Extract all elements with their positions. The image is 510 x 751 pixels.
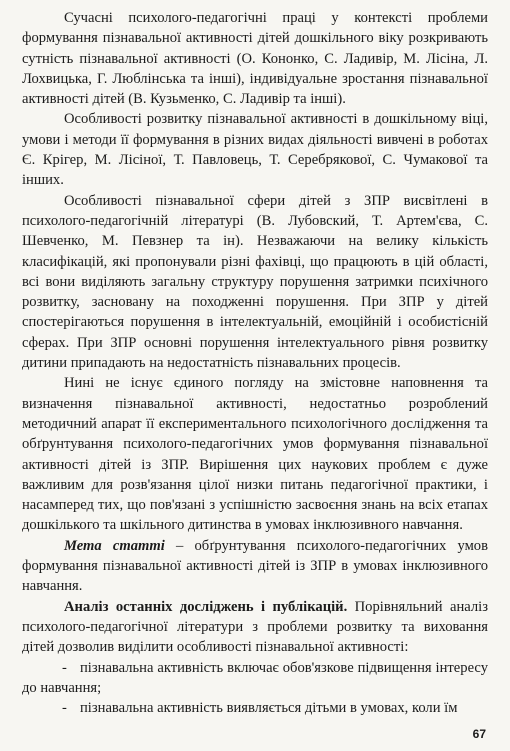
paragraph-analysis	[22, 597, 488, 658]
paragraph-literature-review: Сучасні психолого-педагогічні праці у контексті проблеми формування пізнавальної активності дітей дошкільного віку розкривають сутність пізнавальної активності (О. Кононко, С. Ладивір, М. Лісіна, Л. Лохвицька, Г. Люблінська та інші), індивідуальне зростання пізнавальної активності дітей (В. Кузьменко, С. Ладивір та інші).	[22, 10, 488, 108]
analysis-text: Порівняльний аналіз психолого-педагогічної літератури з проблеми розвитку та виховання дітей дозволив виділити особливості пізнавальної активності:	[22, 598, 488, 656]
list-dash: -	[62, 659, 67, 676]
paragraph-zpr-features: Особливості пізнавальної сфери дітей з ЗПР висвітлені в психолого-педагогічній літературі (В. Лубовский, Т. Артем'єва, С. Шевченко, М. Певзнер та ін). Незважаючи на велику кількість класифікацій, які пропонували різні фахівці, що працюють в цій області, всі вони виділяють загальну структуру порушення затримки психічного розвитку, засновану на походженні порушення. При ЗПР у дітей спостерігаються порушення в інтелектуальній, емоційній і особистісній сферах. При ЗПР основні порушення інтелектуального рівня розвитку дитини припадають на недостатність пізнавальних процесів.	[22, 192, 488, 372]
paragraph-article-goal	[22, 536, 488, 597]
list-item-text: пізнавальна активність включає обов'язкове підвищення інтересу до навчання;	[22, 659, 488, 696]
list-item-text: пізнавальна активність виявляється дітьми в умовах, коли їм	[80, 700, 458, 717]
paragraph-development-features: Особливості розвитку пізнавальної активності в дошкільному віці, умови і методи її формування в різних видах діяльності вивчені в роботах Є. Крігер, М. Лісіної, Т. Павловець, Т. Серебрякової, С. Чумакової та інших.	[22, 111, 488, 189]
goal-text: – обґрунтування психолого-педагогічних умов формування пізнавальної активності дітей із ЗПР в умовах інклюзивного навчання.	[22, 537, 488, 595]
list-item	[22, 658, 488, 699]
analysis-heading: Аналіз останніх досліджень і публікацій.	[64, 598, 348, 615]
page-number: 67	[472, 727, 486, 741]
document-body	[22, 8, 488, 718]
list-dash: -	[62, 700, 67, 717]
goal-heading: Мета статті	[64, 537, 165, 554]
list-item	[22, 698, 488, 718]
paragraph-current-state: Нині не існує єдиного погляду на змістовне наповнення та визначення пізнавальної активності, недостатньо розроблений методичний апарат її експериментального психологічного дослідження та обґрунтування психолого-педагогічних умов формування пізнавальної активності дітей із ЗПР. Вирішення цих наукових проблем є дуже важливим для розв'язання цілої низки питань педагогічної практики, і насамперед тих, що пов'язані з успішністю засвоєння знань на всіх етапах дошкілького та шкільного дитинства в умовах інклюзивного навчання.	[22, 375, 488, 534]
